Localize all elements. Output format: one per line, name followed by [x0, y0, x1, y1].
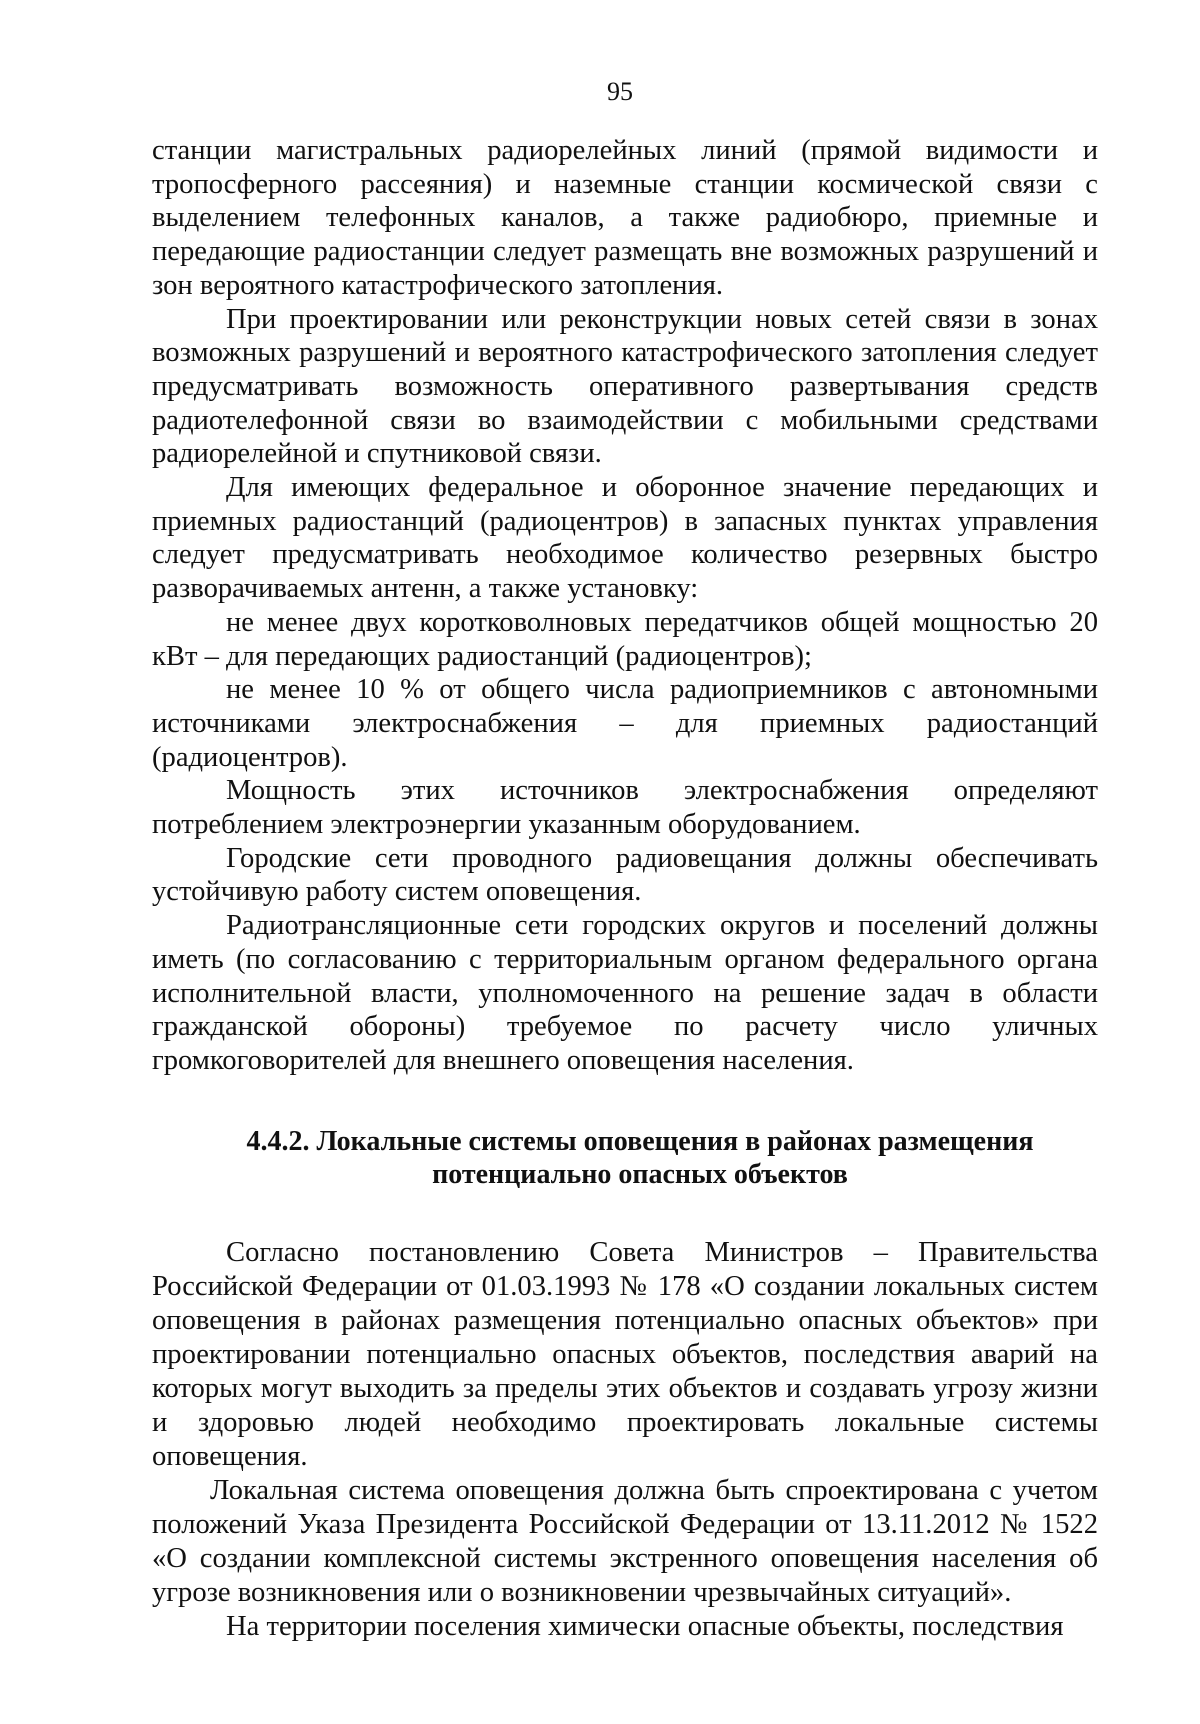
paragraph: Для имеющих федеральное и оборонное значение передающих и приемных радиостанций (радиоцентров) в запасных пунктах управления следует предусматривать необходимое количество резервных быстро разворачиваемых антенн, а также установку:	[152, 472, 1098, 605]
section-heading-line-2: потенциально опасных объектов	[432, 1158, 848, 1190]
paragraph: На территории поселения химически опасные объекты, последствия	[226, 1610, 1064, 1642]
paragraph: Городские сети проводного радиовещания должны обеспечивать устойчивую работу систем оповещения.	[152, 842, 1098, 908]
paragraph: станции магистральных радиорелейных линий (прямой видимости и тропосферного рассеяния) и наземные станции космической связи с выделением телефонных каналов, а также радиобюро, приемные и передающие радиостанции следует размещать вне возможных разрушений и зон вероятного катастрофического затопления.	[152, 135, 1098, 301]
section-heading-line-1: 4.4.2. Локальные системы оповещения в районах размещения	[246, 1125, 1034, 1157]
section-heading	[152, 1125, 1098, 1191]
page-content	[152, 134, 1098, 1644]
section-communications	[152, 134, 1098, 1078]
paragraph: Мощность этих источников электроснабжения определяют потреблением электроэнергии указанным оборудованием.	[152, 775, 1098, 841]
paragraph: Радиотрансляционные сети городских округов и поселений должны иметь (по согласованию с территориальным органом федерального органа исполнительной власти, уполномоченного на решение задач в области гражданской обороны) требуемое по расчету число уличных громкоговорителей для внешнего оповещения населения.	[152, 910, 1098, 1076]
section-local-alert-systems	[152, 1236, 1098, 1644]
paragraph: Согласно постановлению Совета Министров – Правительства Российской Федерации от 01.03.1993 № 178 «О создании локальных систем оповещения в районах размещения потенциально опасных объектов» при проектировании потенциально опасных объектов, последствия аварий на которых могут выходить за пределы этих объектов и создавать угрозу жизни и здоровью людей необходимо проектировать локальные системы оповещения.	[152, 1236, 1098, 1472]
paragraph: не менее 10 % от общего числа радиоприемников с автономными источниками электроснабжения – для приемных радиостанций (радиоцентров).	[152, 674, 1098, 773]
page-number: 95	[607, 77, 633, 106]
paragraph: При проектировании или реконструкции новых сетей связи в зонах возможных разрушений и вероятного катастрофического затопления следует предусматривать возможность оперативного развертывания средств радиотелефонной связи во взаимодействии с мобильными средствами радиорелейной и спутниковой связи.	[152, 303, 1098, 470]
paragraph: не менее двух коротковолновых передатчиков общей мощностью 20 кВт – для передающих радиостанций (радиоцентров);	[152, 606, 1098, 672]
paragraph: Локальная система оповещения должна быть спроектирована с учетом положений Указа Президента Российской Федерации от 13.11.2012 № 1522 «О создании комплексной системы экстренного оповещения населения об угрозе возникновения или о возникновении чрезвычайных ситуаций».	[152, 1474, 1098, 1608]
